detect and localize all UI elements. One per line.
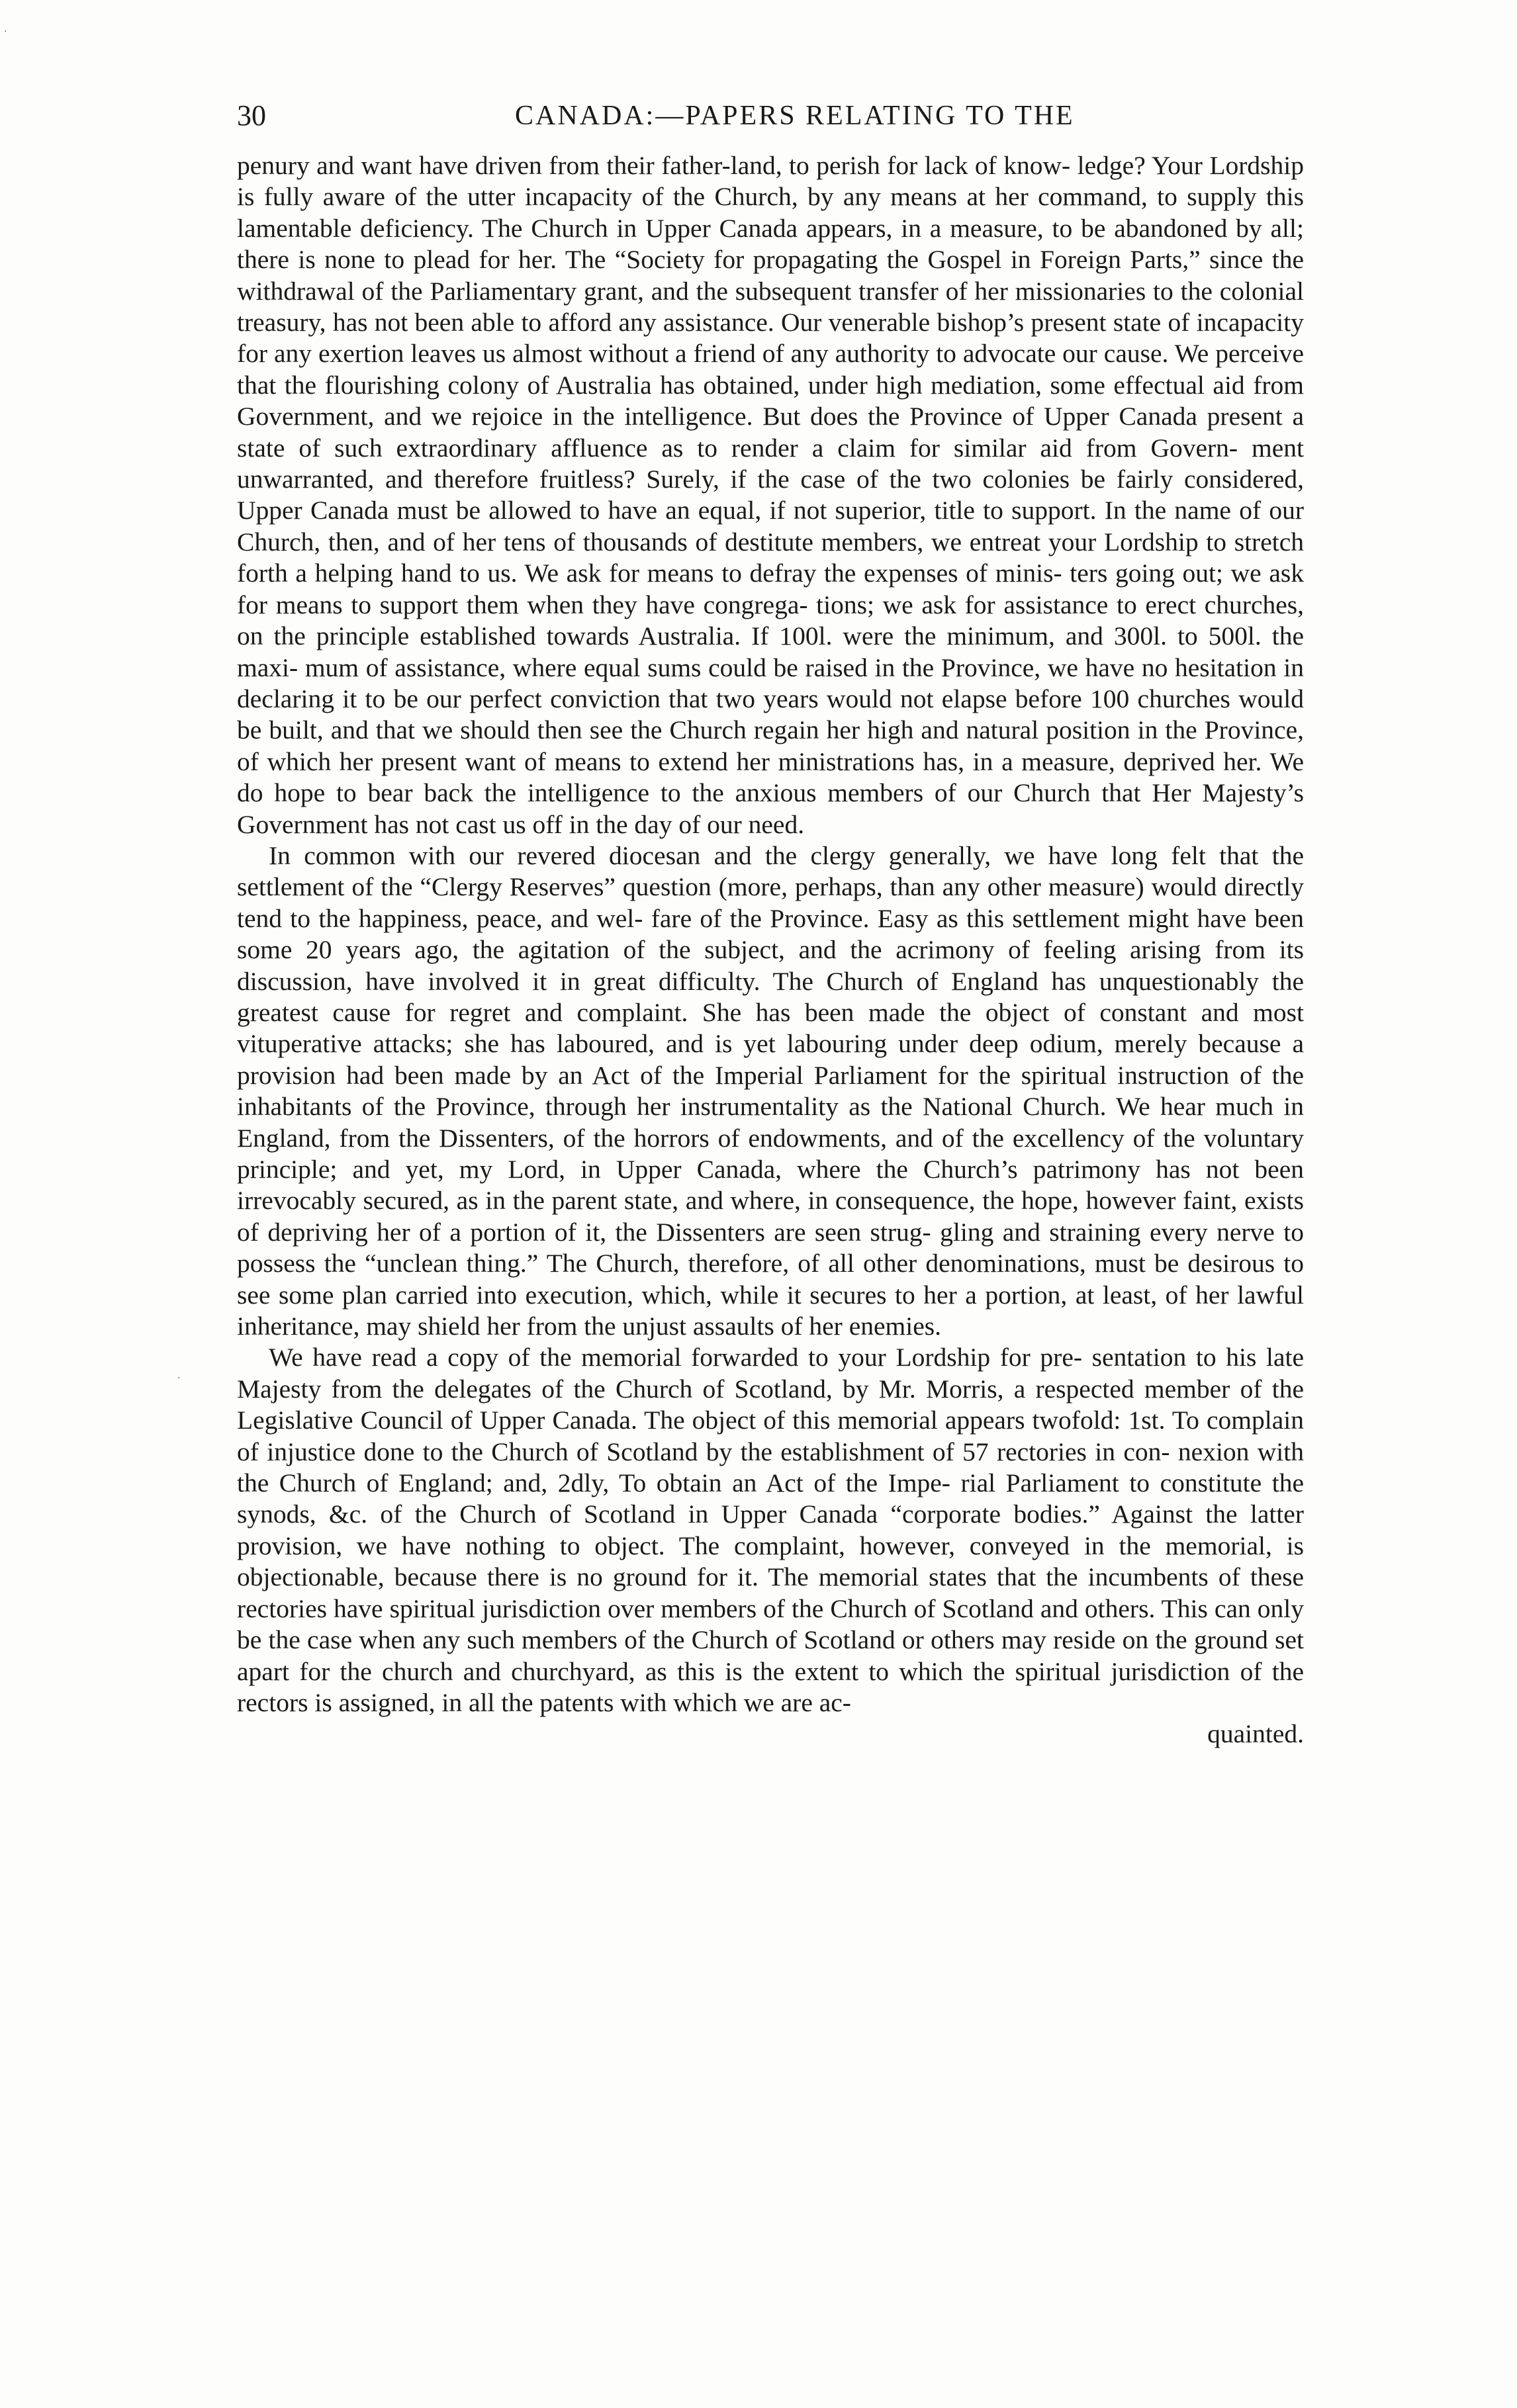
- paragraph-1: penury and want have driven from their father-land, to perish for lack of know- ledge? Your Lordship is fully aware of the utter incapacity of the Church, by any means at her command, to supply this lamentable deficiency. The Church in Upper Canada appears, in a measure, to be abandoned by all; there is none to plead for her. The “Society for propagating the Gospel in Foreign Parts,” since the withdrawal of the Parliamentary grant, and the subsequent transfer of her missionaries to the colonial treasury, has not been able to afford any assistance. Our venerable bishop’s present state of incapacity for any exertion leaves us almost without a friend of any authority to advocate our cause. We perceive that the flourishing colony of Australia has obtained, under high mediation, some effectual aid from Government, and we rejoice in the intelligence. But does the Province of Upper Canada present a state of such extraordinary affluence as to render a claim for similar aid from Govern- ment unwarranted, and therefore fruitless? Surely, if the case of the two colonies be fairly considered, Upper Canada must be allowed to have an equal, if not superior, title to support. In the name of our Church, then, and of her tens of thousands of destitute members, we entreat your Lordship to stretch forth a helping hand to us. We ask for means to defray the expenses of minis- ters going out; we ask for means to support them when they have congrega- tions; we ask for assistance to erect churches, on the principle established towards Australia. If 100l. were the minimum, and 300l. to 500l. the maxi- mum of assistance, where equal sums could be raised in the Province, we have no hesitation in declaring it to be our perfect conviction that two years would not elapse before 100 churches would be built, and that we should then see the Church regain her high and natural position in the Province, of which her present want of means to extend her ministrations has, in a measure, deprived her. We do hope to bear back the intelligence to the anxious members of our Church that Her Majesty’s Government has not cast us off in the day of our need.: [237, 151, 1304, 839]
- margin-speck: ·: [177, 1373, 181, 1384]
- running-head: [237, 96, 1322, 142]
- paragraph-3-final-line: quainted.: [1207, 1719, 1304, 1749]
- margin-speck: ·: [4, 26, 7, 37]
- page-number: 30: [237, 99, 266, 132]
- paragraph-2: In common with our revered diocesan and the clergy generally, we have long felt that the settlement of the “Clergy Reserves” question (more, perhaps, than any other measure) would directly tend to the happiness, peace, and wel- fare of the Province. Easy as this settlement might have been some 20 years ago, the agitation of the subject, and the acrimony of feeling arising from its discussion, have involved it in great difficulty. The Church of England has unquestionably the greatest cause for regret and complaint. She has been made the object of constant and most vituperative attacks; she has laboured, and is yet labouring under deep odium, merely because a provision had been made by an Act of the Imperial Parliament for the spiritual instruction of the inhabitants of the Province, through her instrumentality as the National Church. We hear much in England, from the Dissenters, of the horrors of endowments, and of the excellency of the voluntary principle; and yet, my Lord, in Upper Canada, where the Church’s patrimony has not been irrevocably secured, as in the parent state, and where, in consequence, the hope, however faint, exists of depriving her of a portion of it, the Dissenters are seen strug- gling and straining every nerve to possess the “unclean thing.” The Church, therefore, of all other denominations, must be desirous to see some plan carried into execution, which, while it secures to her a portion, at least, of her lawful inheritance, may shield her from the unjust assaults of her enemies.: [237, 840, 1304, 1341]
- paragraph-3: We have read a copy of the memorial forwarded to your Lordship for pre- sentation to his late Majesty from the delegates of the Church of Scotland, by Mr. Morris, a respected member of the Legislative Council of Upper Canada. The object of this memorial appears twofold: 1st. To complain of injustice done to the Church of Scotland by the establishment of 57 rectories in con- nexion with the Church of England; and, 2dly, To obtain an Act of the Impe- rial Parliament to constitute the synods, &c. of the Church of Scotland in Upper Canada “corporate bodies.” Against the latter provision, we have nothing to object. The complaint, however, conveyed in the memorial, is objectionable, because there is no ground for it. The memorial states that the incumbents of these rectories have spiritual jurisdiction over members of the Church of Scotland and others. This can only be the case when any such members of the Church of Scotland or others may reside on the ground set apart for the church and churchyard, as this is the extent to which the spiritual jurisdiction of the rectors is assigned, in all the patents with which we are ac-: [237, 1343, 1304, 1717]
- running-title: CANADA:—PAPERS RELATING TO THE: [515, 101, 1075, 131]
- body-text: [237, 150, 1304, 1750]
